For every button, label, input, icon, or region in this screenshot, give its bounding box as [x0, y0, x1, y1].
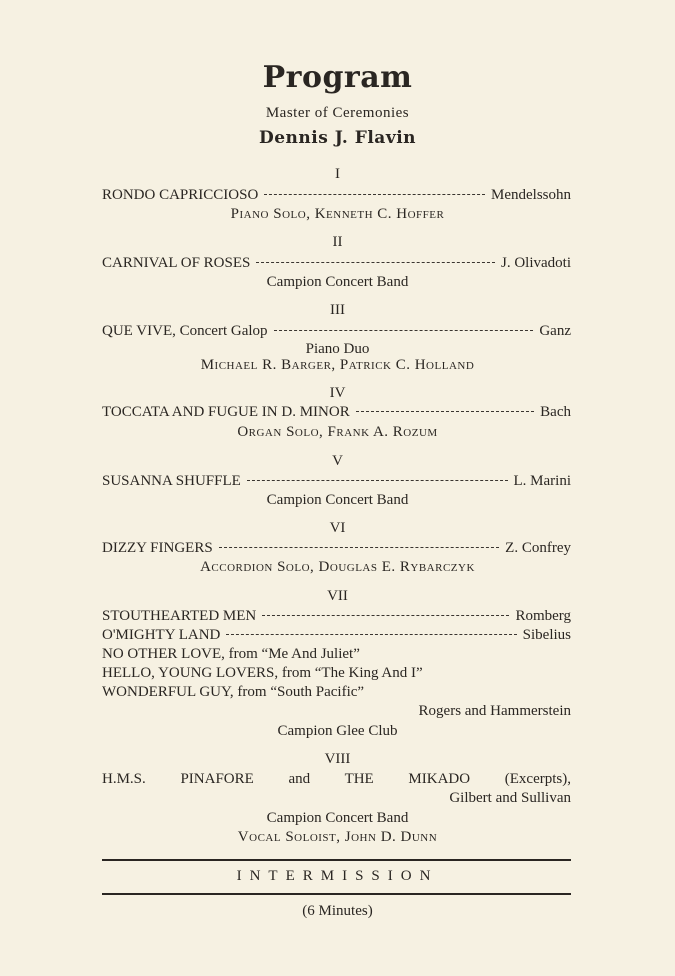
section-numeral: V — [332, 453, 343, 469]
section-numeral: VIII — [324, 751, 351, 767]
piece-title: DIZZY FINGERS — [102, 540, 213, 556]
composer: L. Marini — [513, 473, 571, 489]
composer: Bach — [540, 404, 571, 420]
section-numeral: VII — [327, 588, 348, 604]
composer: Z. Confrey — [505, 540, 571, 556]
composer: Mendelssohn — [491, 187, 571, 203]
program-entry — [102, 627, 571, 644]
mc-label: Master of Ceremonies — [265, 105, 410, 121]
song-title: WONDERFUL GUY, from “South Pacific” — [102, 684, 365, 700]
song-title: NO OTHER LOVE, from “Me And Juliet” — [102, 646, 360, 662]
program-entry — [102, 540, 571, 557]
piece-title: STOUTHEARTED MEN — [102, 608, 257, 624]
dot-leader — [256, 262, 495, 263]
program-entry — [102, 187, 571, 204]
performer-soloist: Vocal Soloist, John D. Dunn — [237, 829, 438, 845]
program-entry — [102, 608, 571, 625]
dot-leader — [247, 480, 508, 481]
piece-title: QUE VIVE, Concert Galop — [102, 323, 268, 339]
piece-title: O'MIGHTY LAND — [102, 627, 221, 643]
performer-names: Michael R. Barger, Patrick C. Holland — [200, 357, 475, 373]
composer: J. Olivadoti — [501, 255, 571, 271]
composer: Rogers and Hammerstein — [418, 703, 571, 719]
composer: Romberg — [515, 608, 571, 624]
section-numeral: III — [330, 302, 345, 318]
performer: Organ Solo, Frank A. Rozum — [237, 424, 438, 440]
composer: Sibelius — [522, 627, 571, 643]
program-title: Program — [262, 60, 413, 95]
section-numeral: II — [332, 234, 343, 250]
intermission-label: INTERMISSION — [236, 868, 439, 884]
performer: Campion Concert Band — [266, 274, 409, 290]
section-numeral: I — [335, 166, 340, 182]
composer: Gilbert and Sullivan — [449, 790, 571, 806]
song-title: HELLO, YOUNG LOVERS, from “The King And I” — [102, 665, 423, 681]
performer-role: Piano Duo — [305, 341, 370, 357]
section-numeral: IV — [329, 385, 346, 401]
dot-leader — [356, 411, 534, 412]
performer: Piano Solo, Kenneth C. Hoffer — [230, 206, 445, 222]
program-entry — [102, 255, 571, 272]
dot-leader — [274, 330, 534, 331]
piece-title: SUSANNA SHUFFLE — [102, 473, 241, 489]
piece-title: H.M.S. PINAFORE and THE MIKADO (Excerpts), — [102, 771, 571, 787]
mc-name: Dennis J. Flavin — [258, 128, 417, 148]
dot-leader — [264, 194, 485, 195]
intermission-duration: (6 Minutes) — [302, 903, 373, 919]
dot-leader — [219, 547, 499, 548]
section-numeral: VI — [329, 520, 346, 536]
program-entry — [102, 473, 571, 490]
divider-top — [102, 859, 571, 861]
divider-bottom — [102, 893, 571, 895]
piece-title: TOCCATA AND FUGUE IN D. MINOR — [102, 404, 350, 420]
piece-title: CARNIVAL OF ROSES — [102, 255, 251, 271]
program-entry — [102, 404, 571, 421]
performer: Campion Glee Club — [277, 723, 398, 739]
performer: Campion Concert Band — [266, 810, 409, 826]
dot-leader — [226, 634, 516, 635]
performer: Accordion Solo, Douglas E. Rybarczyk — [200, 559, 475, 575]
performer: Campion Concert Band — [266, 492, 409, 508]
composer: Ganz — [539, 323, 571, 339]
program-entry — [102, 323, 571, 340]
piece-title: RONDO CAPRICCIOSO — [102, 187, 259, 203]
dot-leader — [262, 615, 509, 616]
